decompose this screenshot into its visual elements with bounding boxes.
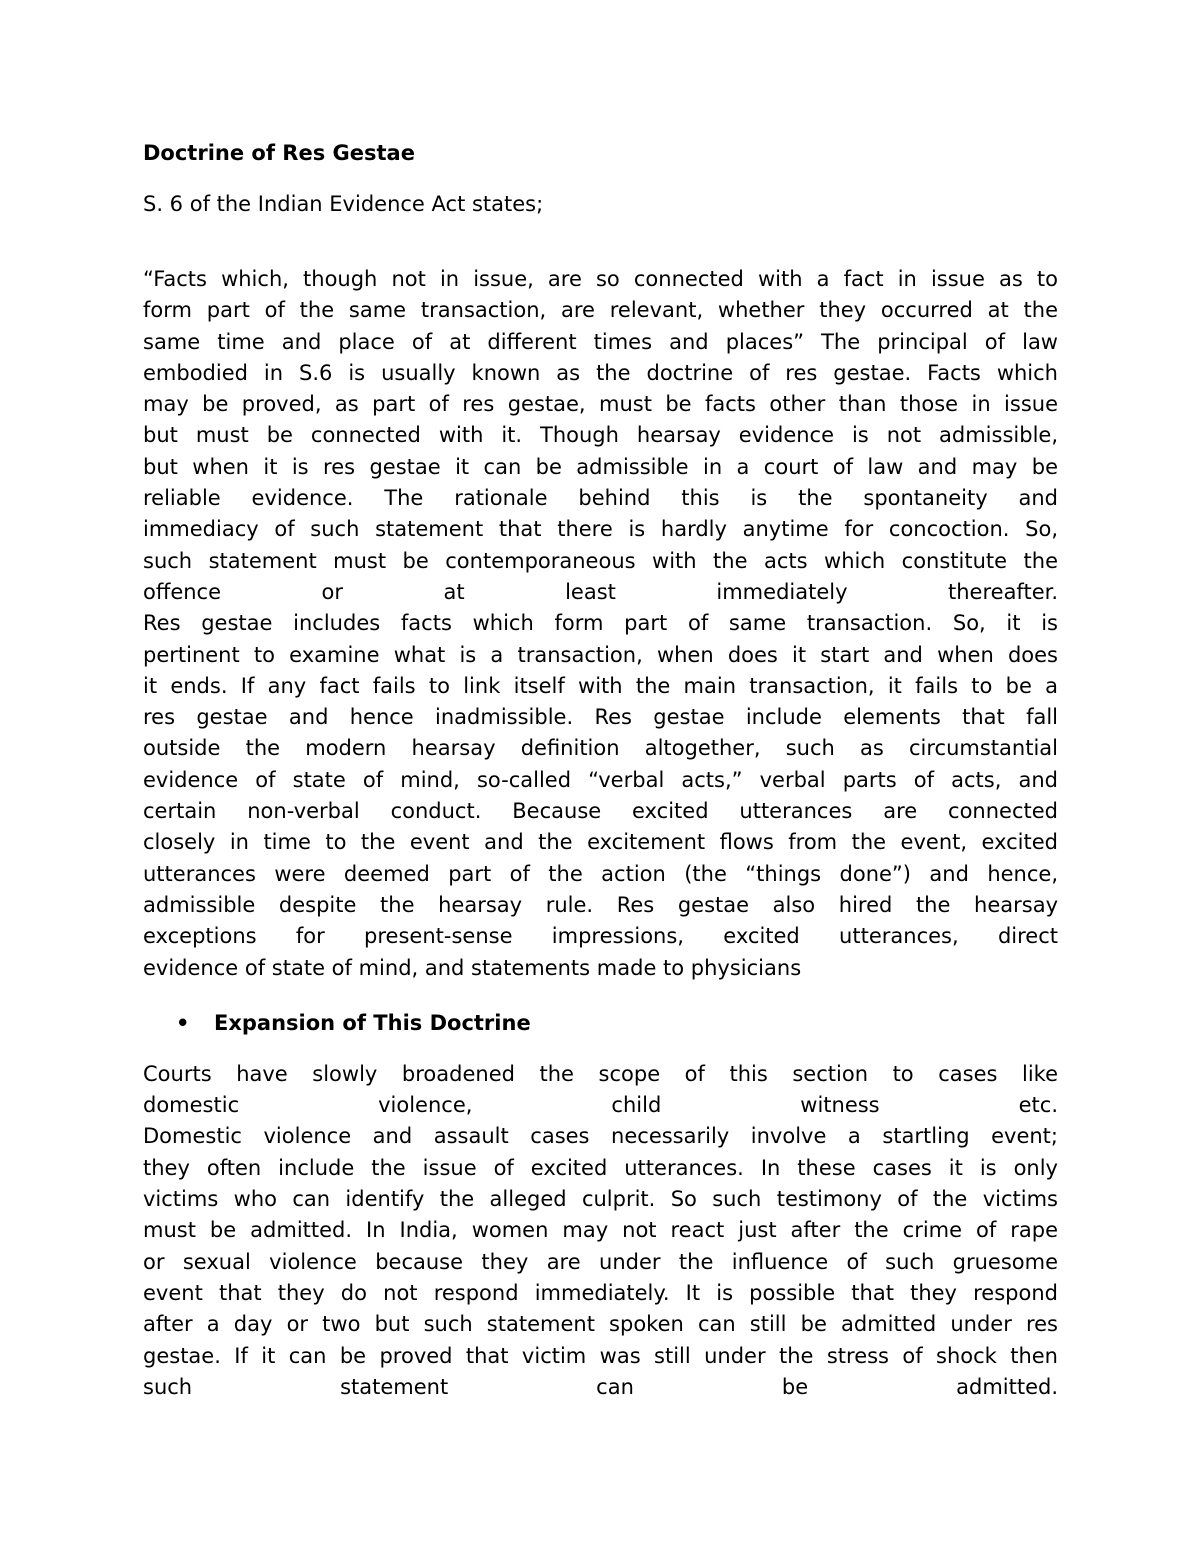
paragraph-line: offence or at least immediately thereafter. — [143, 579, 1058, 604]
paragraph-line: may be proved, as part of res gestae, must be facts other than those in issue — [143, 392, 1058, 417]
paragraph-line: Courts have slowly broadened the scope of this section to cases like — [143, 1061, 1058, 1086]
paragraph-line: res gestae and hence inadmissible. Res gestae include elements that fall — [143, 705, 1058, 730]
paragraph-line: but when it is res gestae it can be admissible in a court of law and may be — [143, 454, 1058, 479]
paragraph-line: must be admitted. In India, women may not react just after the crime of rape — [143, 1218, 1058, 1243]
body-paragraph-1 — [143, 264, 1058, 984]
paragraph-line: outside the modern hearsay definition altogether, such as circumstantial — [143, 736, 1058, 761]
paragraph-line: pertinent to examine what is a transaction, when does it start and when does — [143, 642, 1058, 667]
document-page — [143, 138, 1058, 1403]
paragraph-line: closely in time to the event and the excitement flows from the event, excited — [143, 830, 1058, 855]
paragraph-line: after a day or two but such statement spoken can still be admitted under res — [143, 1312, 1058, 1337]
paragraph-line: form part of the same transaction, are relevant, whether they occurred at the — [143, 298, 1058, 323]
paragraph-line: or sexual violence because they are under the influence of such gruesome — [143, 1249, 1058, 1274]
paragraph-line: evidence of state of mind, and statements made to physicians — [143, 955, 802, 980]
paragraph-line: utterances were deemed part of the action (the “things done”) and hence, — [143, 861, 1058, 886]
paragraph-line: such statement must be contemporaneous with the acts which constitute the — [143, 548, 1058, 573]
bullet-item — [143, 1008, 1058, 1039]
paragraph-line: embodied in S.6 is usually known as the doctrine of res gestae. Facts which — [143, 360, 1058, 385]
bullet-icon: • — [176, 1010, 190, 1035]
paragraph-line: admissible despite the hearsay rule. Res gestae also hired the hearsay — [143, 892, 1058, 917]
intro-line: S. 6 of the Indian Evidence Act states; — [143, 192, 544, 216]
section-heading: Expansion of This Doctrine — [214, 1010, 531, 1035]
paragraph-line: Domestic violence and assault cases necessarily involve a startling event; — [143, 1124, 1058, 1149]
document-title: Doctrine of Res Gestae — [143, 141, 415, 165]
paragraph-line: same time and place of at different times and places” The principal of law — [143, 329, 1058, 354]
paragraph-line: immediacy of such statement that there is hardly anytime for concoction. So, — [143, 517, 1058, 542]
paragraph-line: victims who can identify the alleged culprit. So such testimony of the victims — [143, 1187, 1058, 1212]
paragraph-line: but must be connected with it. Though hearsay evidence is not admissible, — [143, 423, 1058, 448]
paragraph-line: “Facts which, though not in issue, are so connected with a fact in issue as to — [143, 267, 1058, 291]
paragraph-line: certain non-verbal conduct. Because excited utterances are connected — [143, 799, 1058, 824]
paragraph-line: evidence of state of mind, so-called “verbal acts,” verbal parts of acts, and — [143, 767, 1058, 792]
paragraph-line: such statement can be admitted. — [143, 1374, 1058, 1399]
paragraph-line: domestic violence, child witness etc. — [143, 1093, 1058, 1118]
paragraph-line: exceptions for present-sense impressions, excited utterances, direct — [143, 924, 1058, 949]
paragraph-line: gestae. If it can be proved that victim was still under the stress of shock then — [143, 1343, 1058, 1368]
paragraph-line: event that they do not respond immediately. It is possible that they respond — [143, 1280, 1058, 1305]
paragraph-line: reliable evidence. The rationale behind this is the spontaneity and — [143, 486, 1058, 511]
body-paragraph-2 — [143, 1059, 1058, 1403]
paragraph-line: Res gestae includes facts which form part of same transaction. So, it is — [143, 611, 1058, 636]
paragraph-line: they often include the issue of excited utterances. In these cases it is only — [143, 1155, 1058, 1180]
paragraph-line: it ends. If any fact fails to link itself with the main transaction, it fails to be a — [143, 673, 1058, 698]
